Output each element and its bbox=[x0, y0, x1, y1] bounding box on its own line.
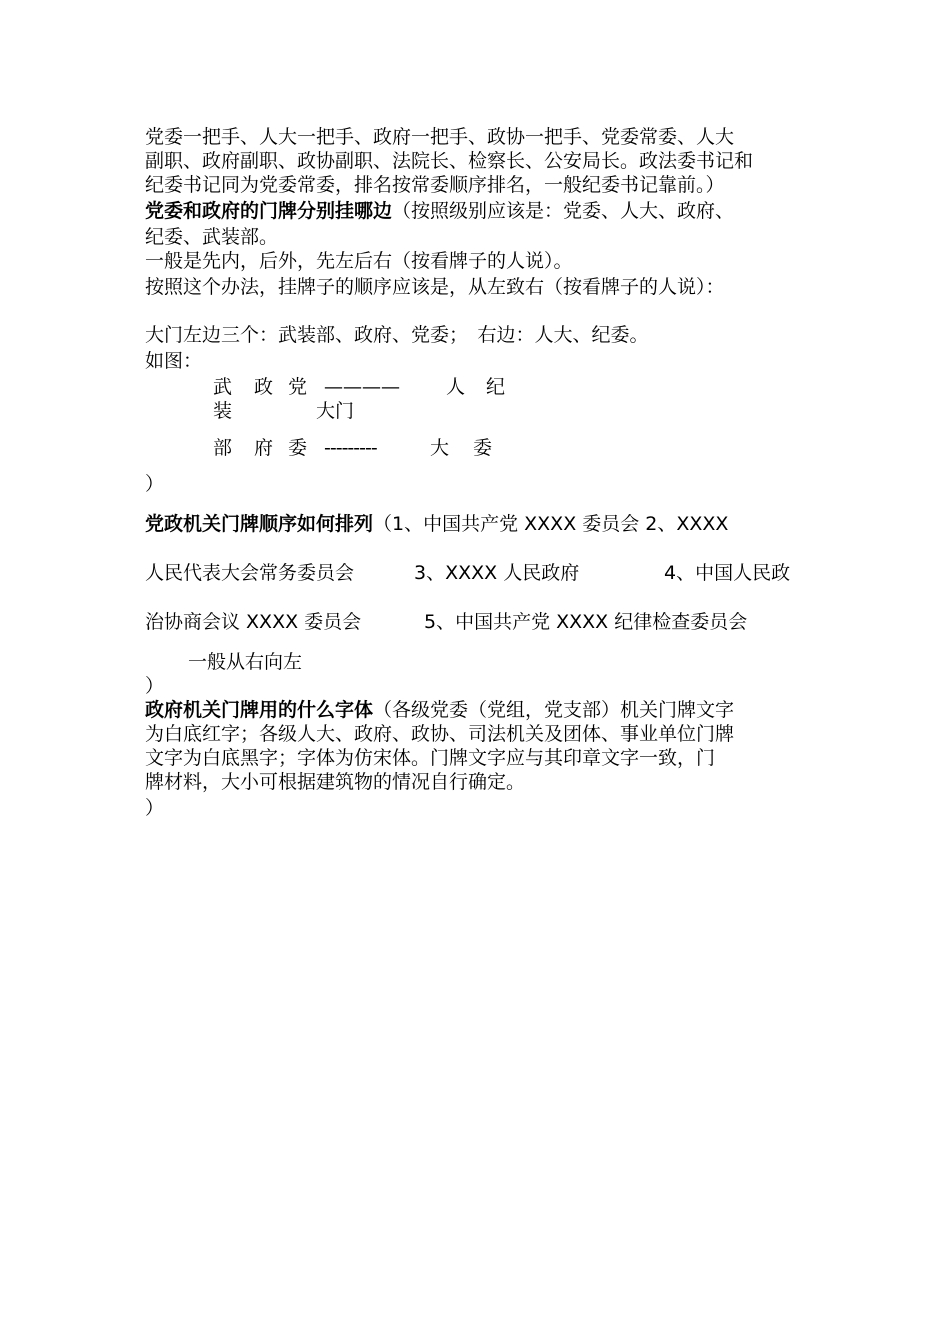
list-item: 3、XXXX 人民政府 bbox=[414, 562, 580, 584]
question-line bbox=[145, 512, 728, 536]
list-item: 5、中国共产党 XXXX 纪律检查委员会 bbox=[424, 611, 748, 633]
diagram-gate-label: 大门 bbox=[316, 400, 355, 422]
paragraph-line: 为白底红字；各级人大、政府、政协、司法机关及团体、事业单位门牌 bbox=[145, 723, 735, 745]
diagram-char: 大 bbox=[430, 437, 450, 459]
question-answer: （按照级别应该是：党委、人大、政府、 bbox=[392, 200, 735, 222]
paragraph-line: 人民代表大会常务委员会 bbox=[145, 562, 355, 584]
paragraph-line: 牌材料，大小可根据建筑物的情况自行确定。 bbox=[145, 771, 526, 793]
diagram-char: 部 bbox=[213, 437, 233, 459]
diagram-char: 府 bbox=[254, 437, 274, 459]
question-title: 党委和政府的门牌分别挂哪边 bbox=[145, 200, 393, 222]
paragraph-line: 文字为白底黑字；字体为仿宋体。门牌文字应与其印章文字一致，门 bbox=[145, 747, 716, 769]
question-answer: （各级党委（党组，党支部）机关门牌文字 bbox=[373, 699, 735, 721]
diagram-dash-line: ———— bbox=[324, 376, 400, 398]
paragraph-line: 一般是先内，后外，先左后右（按看牌子的人说）。 bbox=[145, 250, 573, 272]
paragraph-line: 纪委书记同为党委常委，排名按常委顺序排名，一般纪委书记靠前。） bbox=[145, 174, 725, 196]
diagram-char: 装 bbox=[213, 400, 233, 422]
paragraph-line: 一般从右向左 bbox=[188, 651, 303, 673]
diagram-char: 委 bbox=[288, 437, 308, 459]
closing-paren: ） bbox=[145, 473, 165, 495]
diagram-char: 纪 bbox=[486, 376, 506, 398]
question-title: 政府机关门牌用的什么字体 bbox=[145, 699, 374, 721]
paragraph-line: 大门左边三个：武装部、政府、党委； 右边：人大、纪委。 bbox=[145, 324, 649, 346]
closing-paren: ） bbox=[145, 797, 165, 819]
paragraph-line: 如图： bbox=[145, 350, 203, 372]
question-answer: （1、中国共产党 XXXX 委员会 2、XXXX bbox=[373, 513, 729, 535]
paragraph-line: 按照这个办法，挂牌子的顺序应该是，从左致右（按看牌子的人说）： bbox=[145, 276, 725, 298]
diagram-char: 人 bbox=[446, 376, 466, 398]
paragraph-line: 党委一把手、人大一把手、政府一把手、政协一把手、党委常委、人大 bbox=[145, 126, 735, 148]
closing-paren: ） bbox=[145, 675, 165, 697]
diagram-char: 党 bbox=[288, 376, 308, 398]
diagram-char: 武 bbox=[213, 376, 233, 398]
paragraph-line: 副职、政府副职、政协副职、法院长、检察长、公安局长。政法委书记和 bbox=[145, 150, 754, 172]
diagram-char: 委 bbox=[473, 437, 493, 459]
diagram-dash-line: --------- bbox=[324, 437, 377, 459]
question-line bbox=[145, 698, 734, 722]
list-item: 4、中国人民政 bbox=[664, 562, 791, 584]
question-title: 党政机关门牌顺序如何排列 bbox=[145, 513, 374, 535]
diagram-char: 政 bbox=[254, 376, 274, 398]
paragraph-line: 治协商会议 XXXX 委员会 bbox=[145, 611, 362, 633]
question-line bbox=[145, 199, 734, 223]
paragraph-line: 纪委、武装部。 bbox=[145, 226, 279, 248]
